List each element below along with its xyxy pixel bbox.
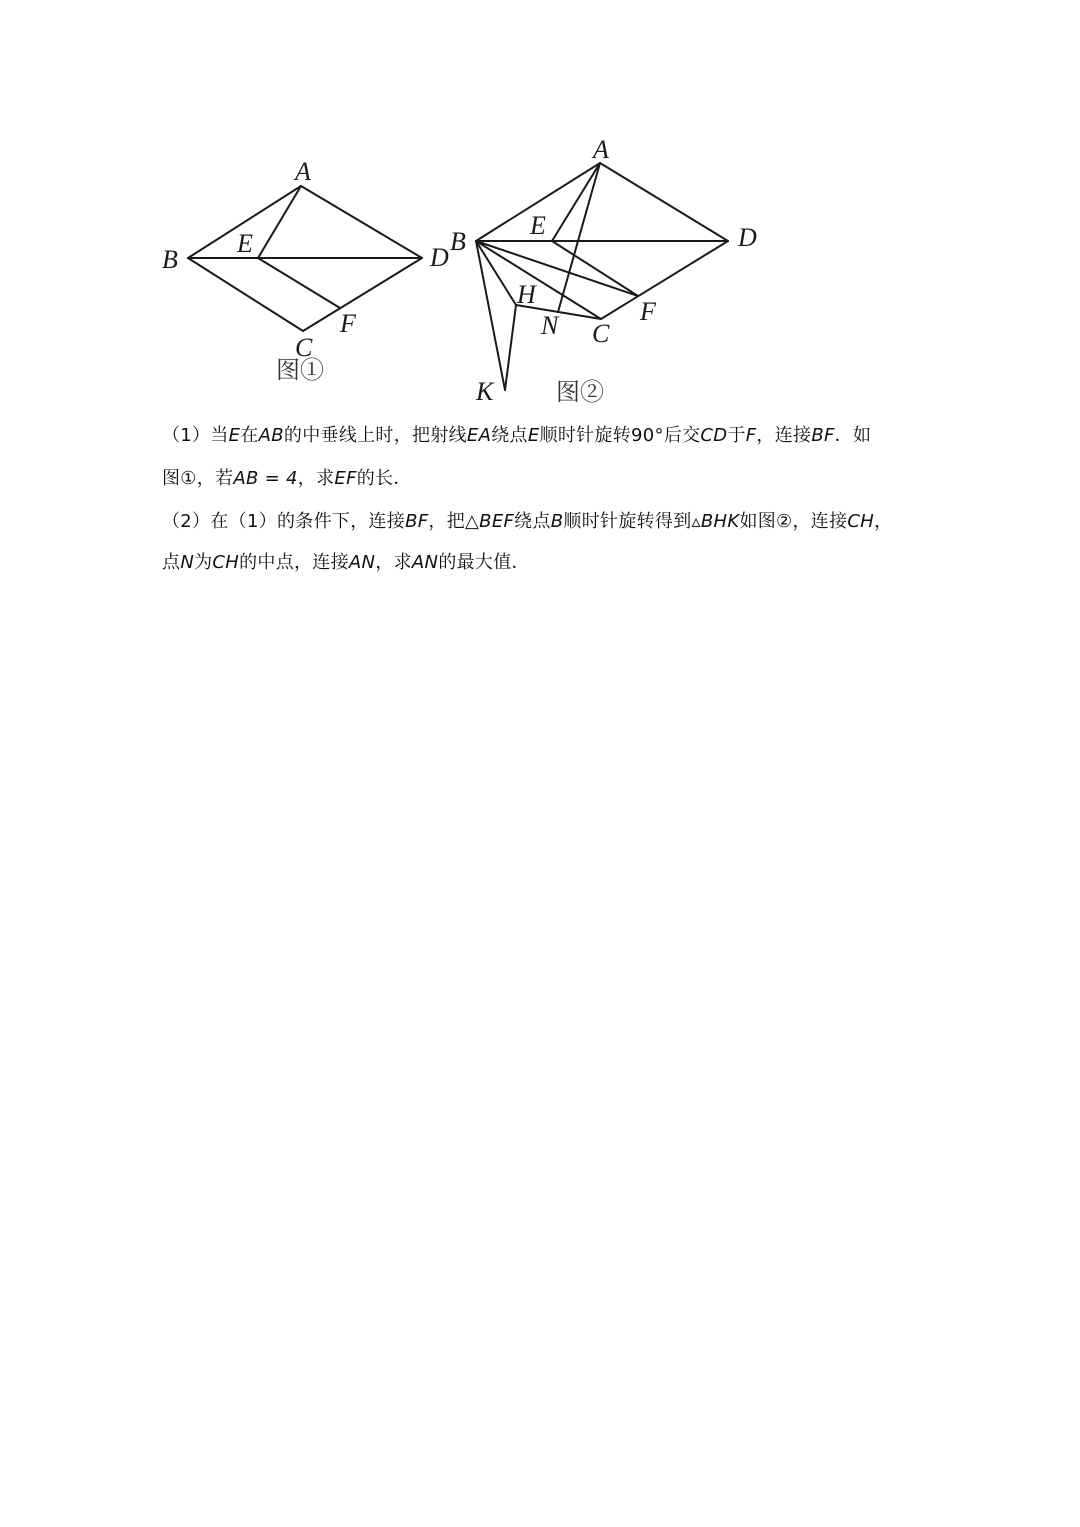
math-n: N	[180, 552, 195, 573]
segment-ae	[552, 163, 600, 241]
text: ．如	[834, 425, 872, 446]
label-a: A	[593, 135, 609, 164]
math-ch: CH	[847, 511, 875, 532]
text: ，连接	[756, 425, 812, 446]
label-d: D	[430, 243, 449, 272]
label-e: E	[530, 211, 546, 240]
math-ea: EA	[466, 425, 492, 446]
math-e: E	[527, 425, 540, 446]
text: 绕点	[491, 425, 528, 446]
math-bf: BF	[405, 511, 429, 532]
math-ab-equals-4: AB = 4	[233, 468, 298, 489]
problem-part2-line2	[162, 551, 530, 575]
math-an: AN	[411, 552, 439, 573]
segment-bc	[476, 241, 601, 319]
label-b: B	[162, 245, 178, 274]
label-f: F	[340, 309, 356, 338]
text: 顺时针旋转90°后交	[539, 425, 701, 446]
text: ，	[874, 511, 893, 532]
text: 在	[240, 425, 259, 446]
segment-ad	[301, 186, 422, 258]
text: ，求	[375, 552, 412, 573]
math-bef: BEF	[479, 511, 515, 532]
label-c: C	[295, 333, 313, 362]
math-bhk: BHK	[700, 511, 740, 532]
segment-cd	[303, 258, 422, 331]
text: 的长．	[356, 468, 412, 489]
text: （2）在（1）的条件下，连接	[162, 511, 406, 532]
math-ef: EF	[334, 468, 357, 489]
figure-1	[162, 157, 449, 384]
math-e: E	[228, 425, 241, 446]
math-ch: CH	[212, 552, 240, 573]
label-k: K	[476, 377, 494, 406]
text: 顺时针旋转得到▵	[563, 511, 701, 532]
label-c: C	[592, 319, 610, 348]
segment-cd	[601, 241, 728, 319]
math-f: F	[745, 425, 757, 446]
math-cd: CD	[700, 425, 728, 446]
math-an: AN	[348, 552, 376, 573]
segment-ad	[600, 163, 728, 241]
segment-bc	[188, 258, 303, 331]
figure-2	[450, 135, 757, 406]
text: 的中点，连接	[239, 552, 349, 573]
label-b: B	[450, 227, 466, 256]
text: 的中垂线上时，把射线	[283, 425, 467, 446]
problem-part1-line2	[162, 467, 412, 491]
label-n: N	[541, 311, 559, 340]
text: 绕点	[514, 511, 551, 532]
label-h: H	[517, 280, 536, 309]
segment-bf	[476, 241, 638, 296]
label-f: F	[640, 297, 656, 326]
figure-2-caption: 图②	[556, 378, 604, 406]
text: 图①，若	[162, 468, 234, 489]
segment-ae	[258, 186, 301, 258]
text: ，求	[297, 468, 335, 489]
problem-part2-line1	[162, 510, 892, 534]
label-a: A	[295, 157, 311, 186]
problem-part1-line1	[162, 424, 871, 448]
text: ，把△	[428, 511, 480, 532]
figure-1-caption: 图①	[276, 356, 324, 384]
text: （1）当	[162, 425, 229, 446]
label-d: D	[738, 223, 757, 252]
segment-hk	[505, 305, 516, 390]
text: 的最大值．	[438, 552, 530, 573]
text: 于	[727, 425, 746, 446]
text: 为	[194, 552, 213, 573]
label-e: E	[237, 229, 253, 258]
text: 如图②，连接	[739, 511, 848, 532]
math-b: B	[550, 511, 564, 532]
text: 点	[162, 552, 181, 573]
math-bf: BF	[811, 425, 835, 446]
segment-ef	[258, 258, 340, 308]
math-ab: AB	[258, 425, 284, 446]
